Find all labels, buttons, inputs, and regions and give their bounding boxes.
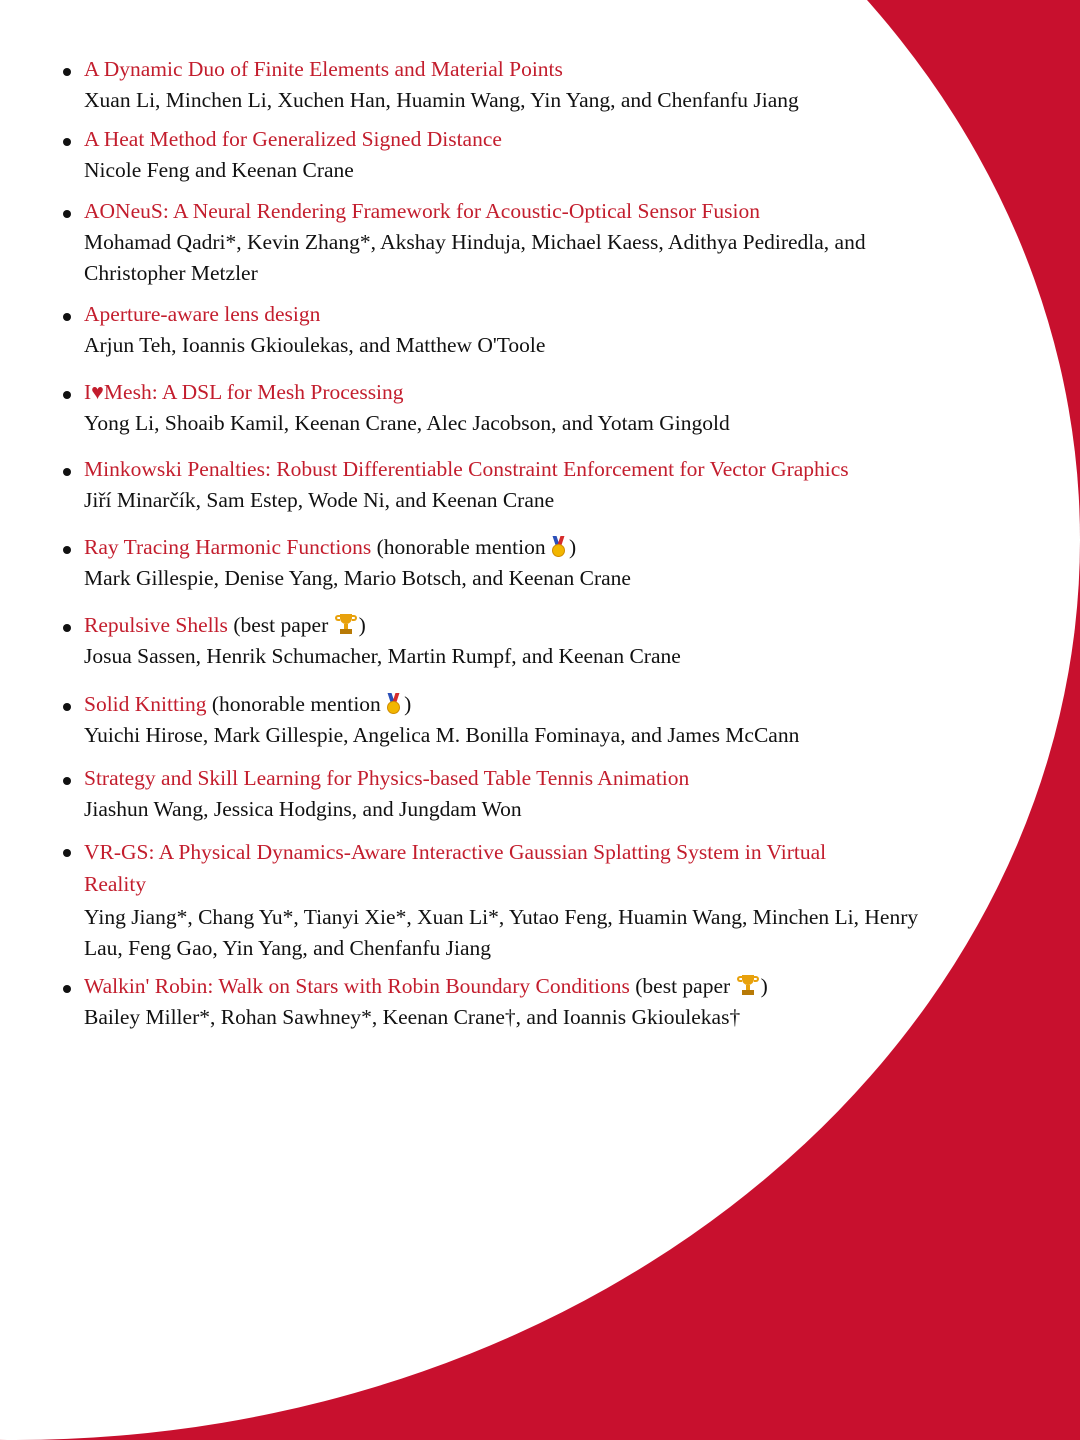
list-item — [84, 55, 984, 116]
bullet-icon — [63, 985, 71, 993]
paper-title-link[interactable]: Repulsive Shells — [84, 613, 228, 637]
bullet-icon — [63, 391, 71, 399]
paper-authors: Mark Gillespie, Denise Yang, Mario Botsch, and Keenan Crane — [84, 566, 631, 590]
paper-title-line — [84, 972, 984, 1000]
paper-title-line — [84, 836, 874, 900]
list-item — [84, 690, 984, 751]
paper-title-line — [84, 197, 984, 225]
bullet-icon — [63, 68, 71, 76]
paper-title-line — [84, 764, 984, 792]
list-item — [84, 455, 984, 516]
bullet-icon — [63, 468, 71, 476]
list-item — [84, 378, 984, 439]
paper-title-line — [84, 300, 984, 328]
list-item — [84, 764, 984, 825]
trophy-icon — [335, 614, 357, 635]
paper-title-link[interactable]: Minkowski Penalties: Robust Differentiable Constraint Enforcement for Vector Graphics — [84, 457, 849, 481]
paper-title-link[interactable]: A Heat Method for Generalized Signed Distance — [84, 127, 502, 151]
paper-title-line — [84, 690, 984, 718]
bullet-icon — [63, 624, 71, 632]
bullet-icon — [63, 703, 71, 711]
award-text: (honorable mention — [206, 692, 387, 716]
list-item — [84, 836, 984, 964]
paper-authors: Yuichi Hirose, Mark Gillespie, Angelica M. Bonilla Fominaya, and James McCann — [84, 723, 800, 747]
medal-icon — [552, 536, 566, 558]
paper-title-line — [84, 125, 984, 153]
bullet-icon — [63, 138, 71, 146]
list-item — [84, 197, 984, 289]
medal-icon — [387, 693, 401, 715]
paper-authors: Mohamad Qadri*, Kevin Zhang*, Akshay Hinduja, Michael Kaess, Adithya Pediredla, and Christopher Metzler — [84, 230, 866, 285]
paper-authors: Ying Jiang*, Chang Yu*, Tianyi Xie*, Xuan Li*, Yutao Feng, Huamin Wang, Minchen Li, Henry Lau, Feng Gao, Yin Yang, and Chenfanfu Jiang — [84, 905, 919, 960]
paper-title-link[interactable]: AONeuS: A Neural Rendering Framework for Acoustic-Optical Sensor Fusion — [84, 199, 760, 223]
paper-title-link[interactable]: VR-GS: A Physical Dynamics-Aware Interactive Gaussian Splatting System in Virtual Reality — [84, 840, 827, 896]
paper-authors: Xuan Li, Minchen Li, Xuchen Han, Huamin Wang, Yin Yang, and Chenfanfu Jiang — [84, 88, 799, 112]
award-close: ) — [568, 535, 577, 559]
list-item — [84, 533, 984, 594]
paper-authors: Arjun Teh, Ioannis Gkioulekas, and Matthew O'Toole — [84, 333, 546, 357]
award-close: ) — [404, 692, 412, 716]
paper-title-line — [84, 611, 984, 639]
bullet-icon — [63, 546, 71, 554]
paper-title-link[interactable]: Walkin' Robin: Walk on Stars with Robin Boundary Conditions — [84, 974, 630, 998]
paper-authors: Bailey Miller*, Rohan Sawhney*, Keenan Crane†, and Ioannis Gkioulekas† — [84, 1005, 741, 1029]
bullet-icon — [63, 849, 71, 857]
paper-title-line — [84, 55, 984, 83]
paper-authors: Yong Li, Shoaib Kamil, Keenan Crane, Alec Jacobson, and Yotam Gingold — [84, 411, 730, 435]
paper-title-link[interactable]: A Dynamic Duo of Finite Elements and Material Points — [84, 57, 563, 81]
paper-title-link[interactable]: Solid Knitting — [84, 692, 207, 716]
paper-title-link[interactable]: Aperture-aware lens design — [84, 302, 321, 326]
bullet-icon — [63, 313, 71, 321]
bullet-icon — [63, 777, 71, 785]
paper-authors: Nicole Feng and Keenan Crane — [84, 158, 354, 182]
list-item — [84, 300, 984, 361]
paper-authors: Jiashun Wang, Jessica Hodgins, and Jungdam Won — [84, 797, 522, 821]
paper-title-link[interactable]: Ray Tracing Harmonic Functions — [84, 535, 372, 559]
award-text: (best paper — [629, 974, 736, 998]
paper-title-line — [84, 455, 984, 483]
paper-title-line — [84, 533, 984, 561]
award-close: ) — [760, 974, 768, 998]
award-text: (best paper — [227, 613, 334, 637]
list-item — [84, 611, 984, 672]
list-item — [84, 972, 984, 1033]
award-close: ) — [358, 613, 366, 637]
list-item — [84, 125, 984, 186]
award-text: (honorable mention — [371, 535, 551, 559]
paper-authors: Josua Sassen, Henrik Schumacher, Martin Rumpf, and Keenan Crane — [84, 644, 681, 668]
paper-authors: Jiří Minarčík, Sam Estep, Wode Ni, and Keenan Crane — [84, 488, 555, 512]
paper-title-link[interactable]: I♥Mesh: A DSL for Mesh Processing — [84, 380, 404, 404]
bullet-icon — [63, 210, 71, 218]
paper-title-line — [84, 378, 984, 406]
trophy-icon — [737, 975, 759, 996]
paper-title-link[interactable]: Strategy and Skill Learning for Physics-based Table Tennis Animation — [84, 766, 690, 790]
